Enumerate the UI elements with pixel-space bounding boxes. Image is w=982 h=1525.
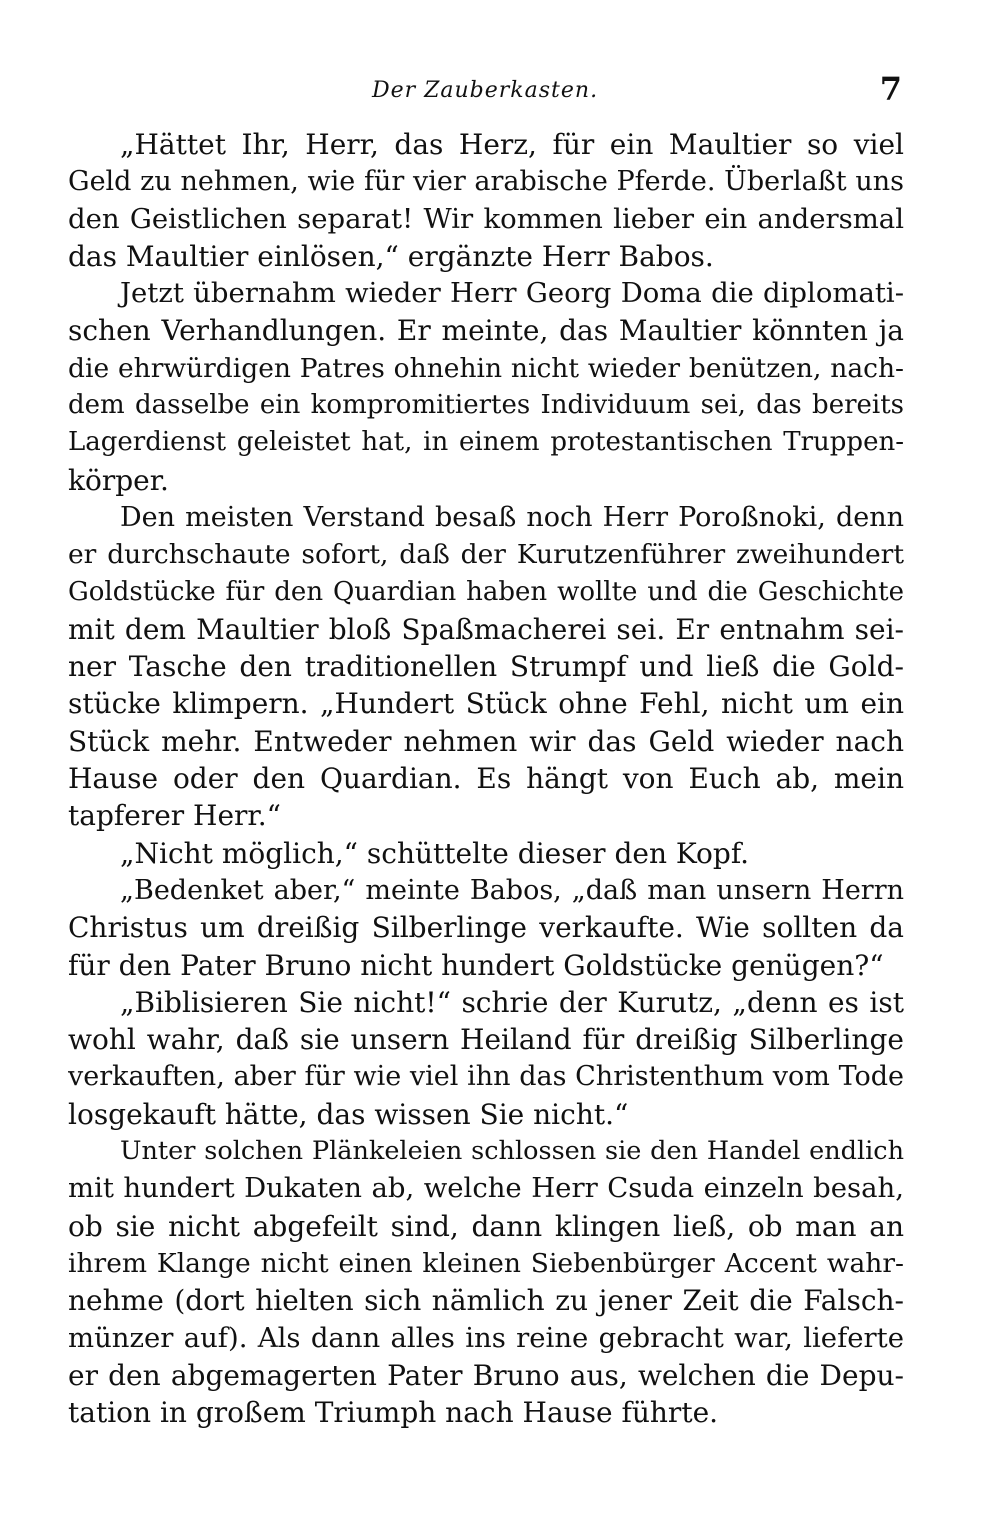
text-line: Lagerdienst geleistet hat, in einem protestantischen Truppen- [68, 427, 904, 458]
page-number: 7 [879, 70, 902, 108]
text-line: losgekauft hätte, das wissen Sie nicht.“ [68, 1097, 629, 1131]
body-text [68, 126, 904, 1431]
text-line: tapferer Herr.“ [68, 799, 281, 833]
text-line: ob sie nicht abgefeilt sind, dann klingen ließ, ob man an [68, 1209, 904, 1243]
text-line: den Geistlichen separat! Wir kommen lieber ein andersmal [68, 202, 904, 235]
text-line: stücke klimpern. „Hundert Stück ohne Fehl, nicht um ein [68, 687, 904, 721]
text-line: verkauften, aber für wie viel ihn das Christenthum vom Tode [68, 1061, 904, 1093]
text-line: nehme (dort hielten sich nämlich zu jener Zeit die Falsch- [68, 1284, 904, 1318]
text-line: Den meisten Verstand besaß noch Herr Poroßnoki, denn [120, 501, 904, 533]
text-line: ihrem Klange nicht einen kleinen Siebenbürger Accent wahr- [68, 1247, 904, 1279]
text-line: Stück mehr. Entweder nehmen wir das Geld wieder nach [68, 724, 904, 758]
text-line: „Nicht möglich,“ schüttelte dieser den Kopf. [120, 836, 750, 870]
text-line: für den Pater Bruno nicht hundert Goldstücke genügen?“ [68, 948, 884, 982]
text-line: münzer auf). Als dann alles ins reine gebracht war, lieferte [68, 1321, 904, 1354]
text-line: „Biblisieren Sie nicht!“ schrie der Kurutz, „denn es ist [120, 985, 904, 1019]
text-line: er durchschaute sofort, daß der Kurutzenführer zweihundert [68, 539, 904, 571]
text-line: Unter solchen Plänkeleien schlossen sie den Handel endlich [120, 1136, 904, 1167]
page-header [68, 70, 902, 110]
running-title: Der Zauberkasten. [371, 78, 599, 103]
text-line: dem dasselbe ein kompromitiertes Individuum sei, das bereits [68, 390, 904, 421]
text-line: schen Verhandlungen. Er meinte, das Maultier könnten ja [68, 314, 904, 348]
text-line: Christus um dreißig Silberlinge verkaufte. Wie sollten da [68, 911, 904, 945]
text-line: Goldstücke für den Quardian haben wollte und die Geschichte [68, 576, 904, 607]
text-line: Geld zu nehmen, wie für vier arabische Pferde. Überlaßt uns [68, 166, 904, 198]
text-line: mit dem Maultier bloß Spaßmacherei sei. Er entnahm sei- [68, 612, 904, 646]
text-line: wohl wahr, daß sie unsern Heiland für dreißig Silberlinge [68, 1023, 904, 1057]
text-line: körper. [68, 463, 169, 497]
text-line: Jetzt übernahm wieder Herr Georg Doma die diplomati- [120, 277, 904, 310]
text-line: tation in großem Triumph nach Hause führte. [68, 1396, 719, 1430]
text-line: die ehrwürdigen Patres ohnehin nicht wieder benützen, nach- [68, 352, 904, 384]
text-line: er den abgemagerten Pater Bruno aus, welchen die Depu- [68, 1358, 904, 1392]
text-line: „Bedenket aber,“ meinte Babos, „daß man unsern Herrn [120, 874, 904, 906]
text-line: das Maultier einlösen,“ ergänzte Herr Babos. [68, 239, 714, 273]
text-line: Hause oder den Quardian. Es hängt von Euch ab, mein [68, 762, 904, 796]
text-line: mit hundert Dukaten ab, welche Herr Csuda einzeln besah, [68, 1172, 904, 1205]
text-line: „Hättet Ihr, Herr, das Herz, für ein Maultier so viel [120, 128, 904, 161]
text-line: ner Tasche den traditionellen Strumpf und ließ die Gold- [68, 650, 904, 684]
